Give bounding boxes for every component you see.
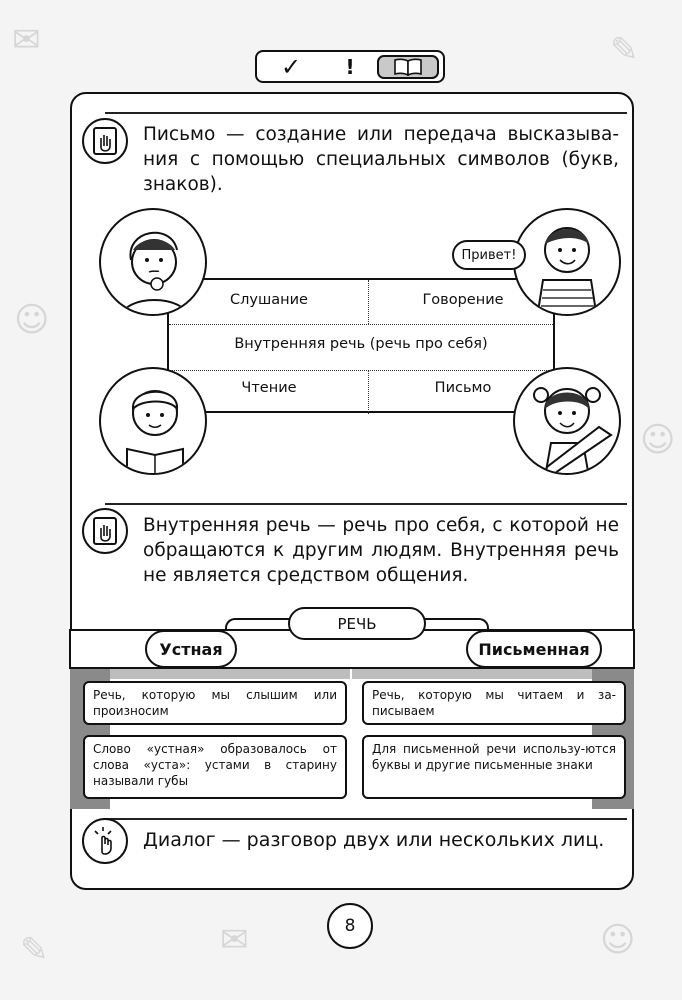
- background-doodle-icon: ✉: [12, 20, 41, 60]
- background-doodle-icon: ✎: [610, 30, 639, 70]
- definition-dialog: Диалог — разговор двух или нескольких лиц.: [143, 829, 605, 851]
- section-toolbar: [255, 50, 445, 83]
- speaking-boy-illustration: [513, 208, 621, 316]
- background-doodle-icon: ✎: [20, 930, 49, 970]
- oral-speech-label: Устная: [145, 630, 237, 668]
- oral-box-2: Слово «устная» образовалось от слова «уста»: устами в старину называли губы: [83, 735, 347, 799]
- scheme-reading: Чтение: [241, 380, 297, 396]
- written-box-2: Для письменной речи использу-ются буквы и другие письменные знаки: [362, 735, 626, 799]
- divider: [105, 503, 627, 505]
- scheme-writing: Письмо: [434, 380, 492, 396]
- background-doodle-icon: ☺: [14, 300, 50, 340]
- scheme-divider: [368, 370, 369, 414]
- hand-tap-icon: [82, 818, 128, 864]
- background-doodle-icon: ☺: [640, 420, 676, 460]
- book-icon[interactable]: [377, 55, 439, 79]
- definition-inner-speech: Внутренняя речь — речь про себя, с которой не обращаются к другим людям. Внутренняя речь не является средством общения.: [143, 515, 619, 586]
- listening-boy-illustration: [99, 208, 207, 316]
- scheme-speaking: Говорение: [422, 292, 504, 308]
- scheme-listening: Слушание: [230, 292, 308, 308]
- background-doodle-icon: ✉: [220, 920, 249, 960]
- divider: [105, 818, 627, 820]
- speech-title: РЕЧЬ: [288, 607, 426, 640]
- writing-girl-illustration: [513, 367, 621, 475]
- exclamation-icon[interactable]: !: [345, 54, 355, 79]
- written-speech-label: Письменная: [466, 630, 602, 668]
- scheme-divider: [368, 280, 369, 324]
- scheme-divider: [169, 370, 553, 371]
- definition-writing: Письмо — создание или передача высказыва-ния с помощью специальных символов (букв, знаков).: [143, 124, 619, 195]
- scheme-divider: [169, 324, 553, 325]
- page-number: 8: [327, 903, 373, 949]
- checkmark-icon[interactable]: ✓: [281, 52, 302, 81]
- oral-column-fill: [110, 669, 350, 679]
- written-column-fill: [352, 669, 592, 679]
- speech-activity-scheme: [167, 278, 555, 413]
- hand-info-icon: [82, 508, 128, 554]
- oral-box-1: Речь, которую мы слышим или произносим: [83, 681, 347, 725]
- background-doodle-icon: ☺: [600, 920, 636, 960]
- divider: [105, 112, 627, 114]
- book-icon-glyph: [393, 58, 423, 76]
- reading-boy-illustration: [99, 367, 207, 475]
- greeting-speech-bubble: Привет!: [452, 240, 526, 270]
- scheme-inner-speech: Внутренняя речь (речь про себя): [234, 336, 488, 352]
- written-box-1: Речь, которую мы читаем и за-писываем: [362, 681, 626, 725]
- hand-info-icon: [82, 118, 128, 164]
